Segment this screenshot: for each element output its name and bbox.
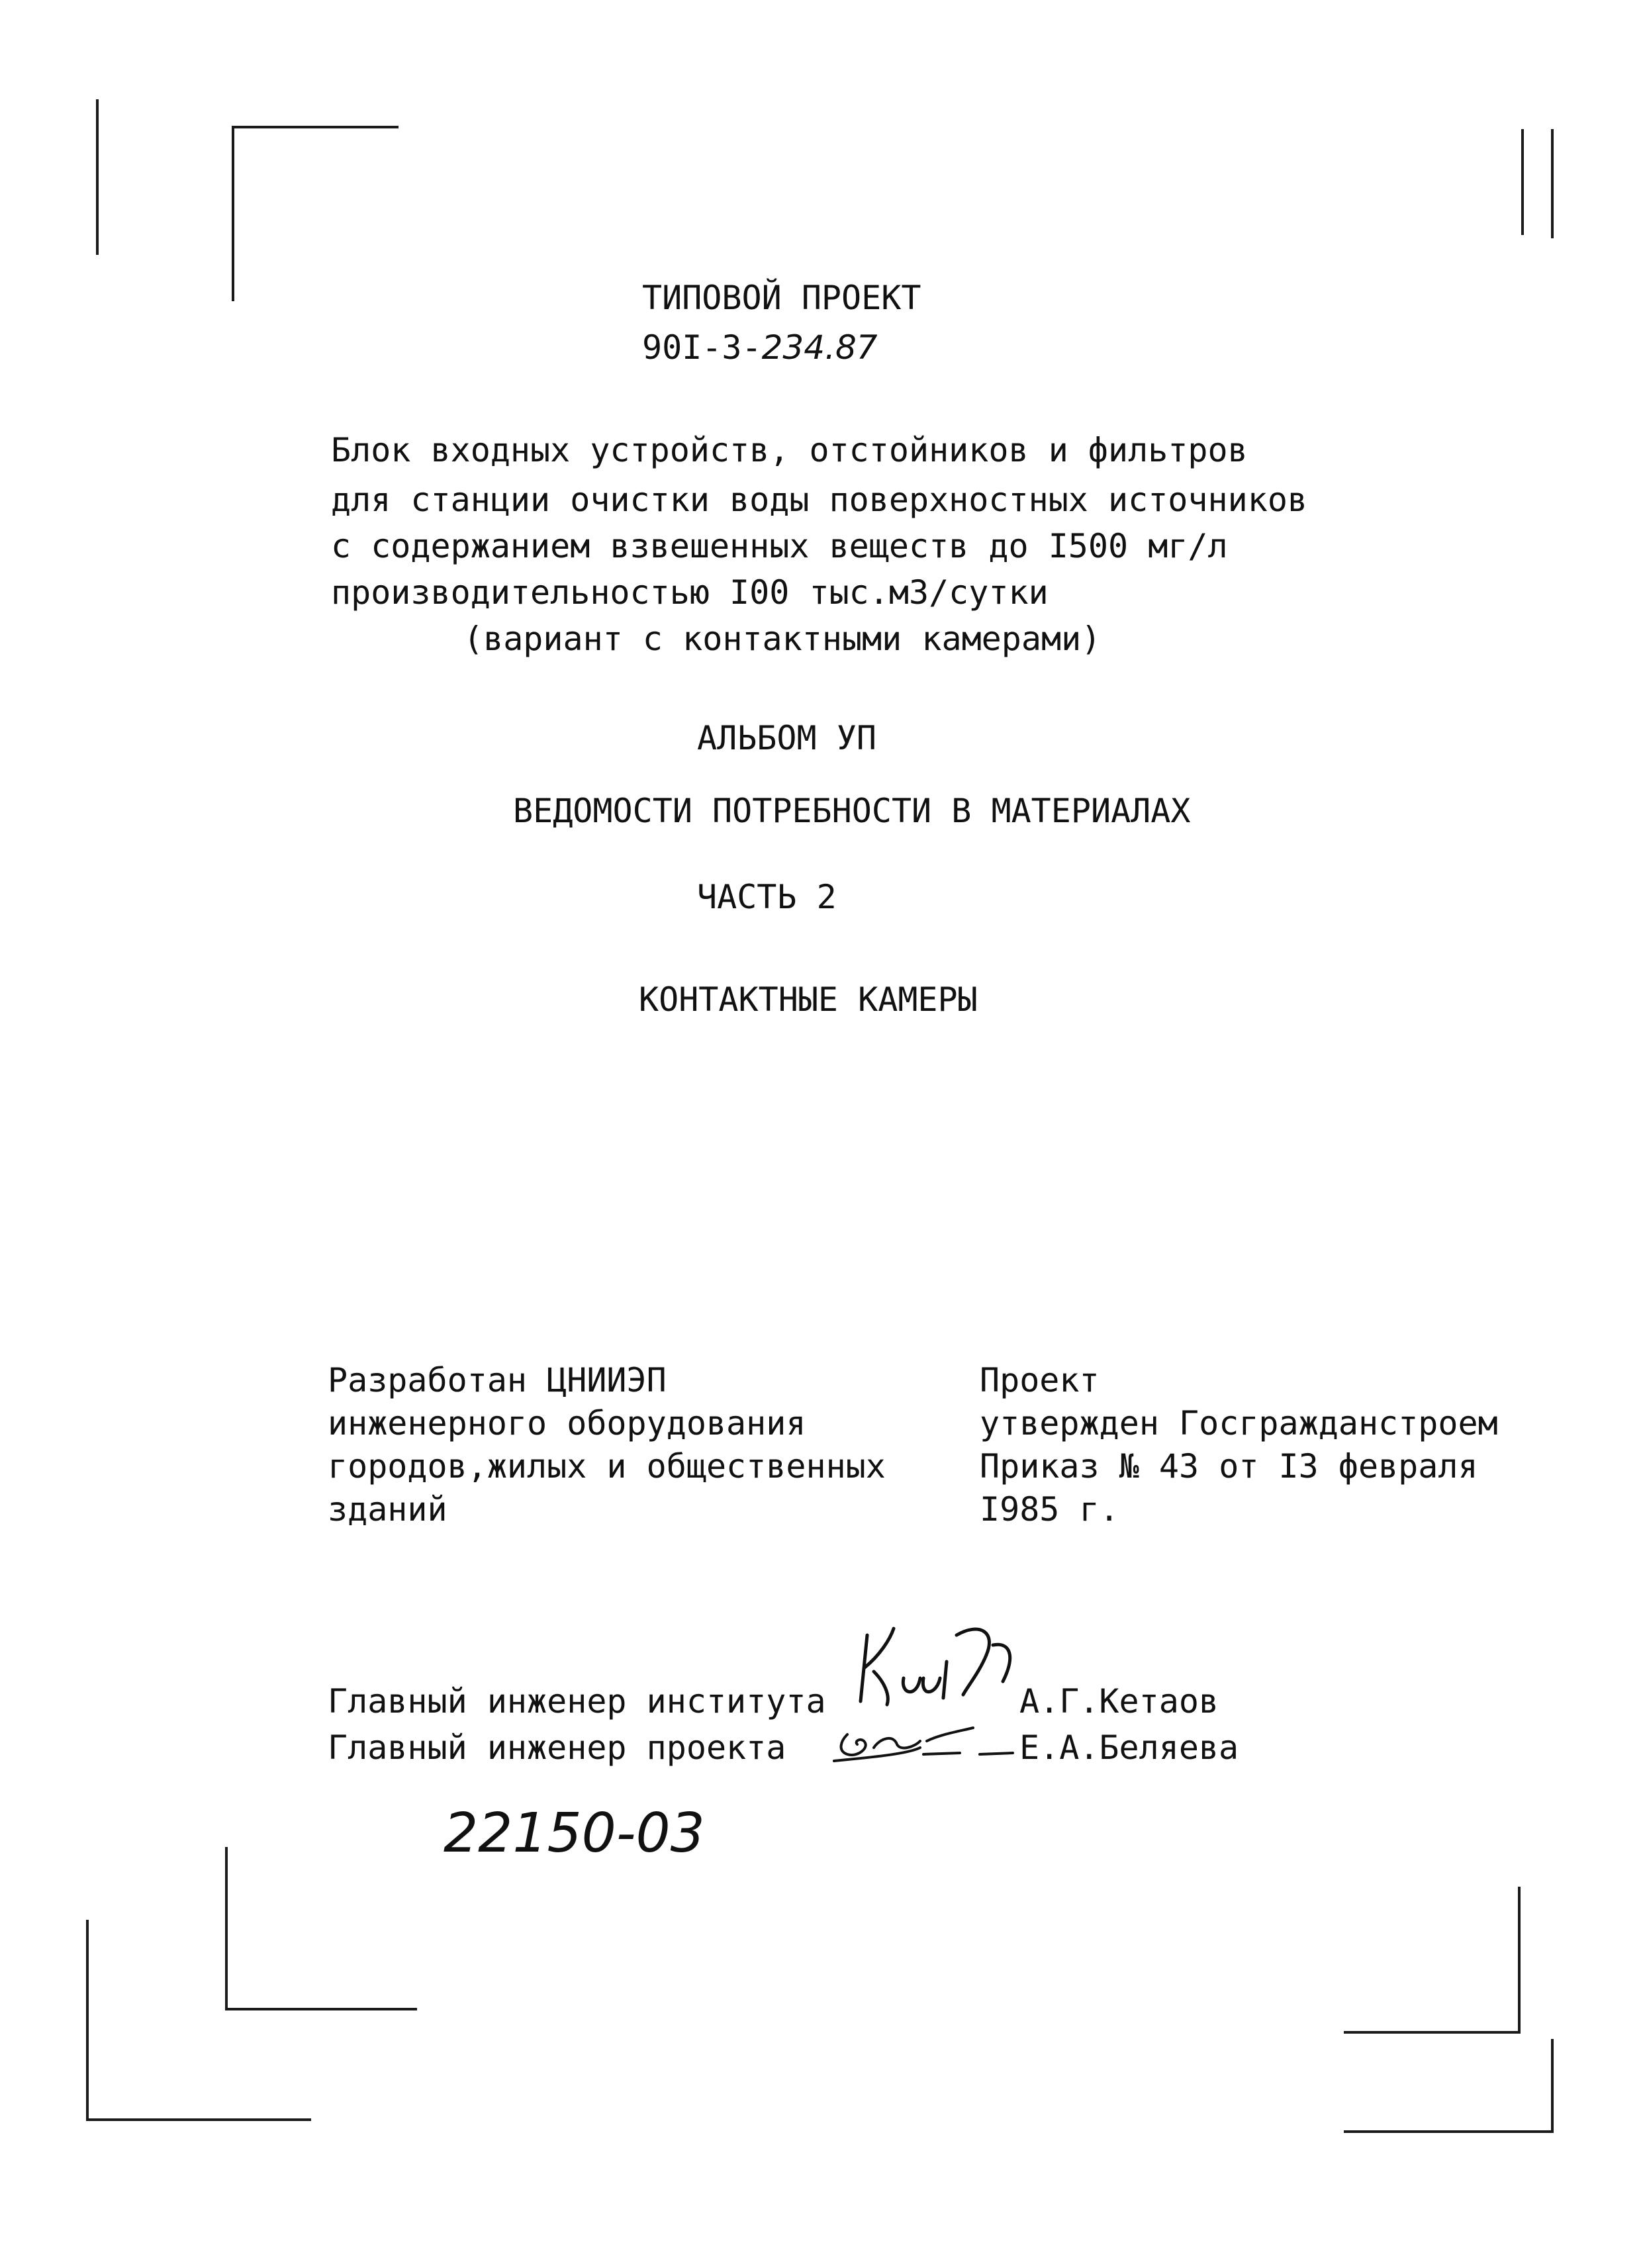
crop-mark-top-left-outer bbox=[96, 99, 99, 255]
signatory-name-1: А.Г.Кетаов bbox=[1019, 1682, 1219, 1721]
approval-line-1: Проект bbox=[980, 1361, 1100, 1399]
approval-line-3: Приказ № 43 от I3 февраля bbox=[980, 1447, 1478, 1486]
crop-mark-bottom-right-v bbox=[1518, 1887, 1521, 2032]
developer-line-3: городов,жилых и общественных bbox=[328, 1447, 886, 1486]
signatory-role-2: Главный инженер проекта bbox=[328, 1728, 786, 1767]
project-title: ТИПОВОЙ ПРОЕКТ bbox=[642, 279, 921, 317]
crop-mark-bottom-left-h bbox=[225, 2008, 417, 2010]
project-number-typed: 90I-3- bbox=[642, 328, 762, 367]
crop-mark-top-right-2 bbox=[1551, 129, 1554, 238]
album-subject: ВЕДОМОСТИ ПОТРЕБНОСТИ В МАТЕРИАЛАХ bbox=[513, 792, 1191, 830]
crop-mark-top-right-1 bbox=[1521, 129, 1524, 235]
part-subject: КОНТАКТНЫЕ КАМЕРЫ bbox=[639, 980, 978, 1019]
part-title: ЧАСТЬ 2 bbox=[697, 878, 837, 916]
crop-mark-bottom-left-outer-h bbox=[86, 2118, 311, 2121]
description-line-4: производительностью I00 тыс.м3/сутки bbox=[331, 573, 1049, 612]
project-number bbox=[642, 324, 878, 371]
signatory-name-2: Е.А.Беляева bbox=[1019, 1728, 1239, 1767]
signatory-role-1: Главный инженер института bbox=[328, 1682, 826, 1721]
crop-mark-bottom-left-outer-v bbox=[86, 1920, 89, 2118]
approval-line-2: утвержден Госгражданстроем bbox=[980, 1404, 1498, 1442]
project-number-handwritten: 234.87 bbox=[761, 328, 878, 367]
developer-line-1: Разработан ЦНИИЭП bbox=[328, 1361, 667, 1399]
crop-mark-top-left-h bbox=[232, 126, 399, 128]
crop-mark-bottom-right-h bbox=[1344, 2031, 1521, 2034]
developer-line-2: инженерного оборудования bbox=[328, 1404, 806, 1442]
approval-line-4: I985 г. bbox=[980, 1490, 1119, 1529]
crop-mark-bottom-right-outer-h bbox=[1344, 2130, 1554, 2133]
signature-ketaov bbox=[854, 1615, 1026, 1715]
signature-belyaeva bbox=[827, 1721, 1019, 1768]
crop-mark-bottom-left-v bbox=[225, 1847, 228, 2009]
crop-mark-bottom-right-outer-v bbox=[1551, 2039, 1554, 2132]
inventory-number: 22150-03 bbox=[444, 1802, 705, 1865]
description-line-2: для станции очистки воды поверхностных источников bbox=[331, 481, 1308, 519]
description-line-1: Блок входных устройств, отстойников и фильтров bbox=[331, 431, 1248, 469]
crop-mark-top-left-v bbox=[232, 126, 234, 301]
description-line-3: с содержанием взвешенных веществ до I500 мг/л bbox=[331, 527, 1228, 565]
album-title: АЛЬБОМ УП bbox=[697, 719, 876, 757]
developer-line-4: зданий bbox=[328, 1490, 447, 1529]
description-line-5: (вариант с контактными камерами) bbox=[463, 620, 1102, 658]
